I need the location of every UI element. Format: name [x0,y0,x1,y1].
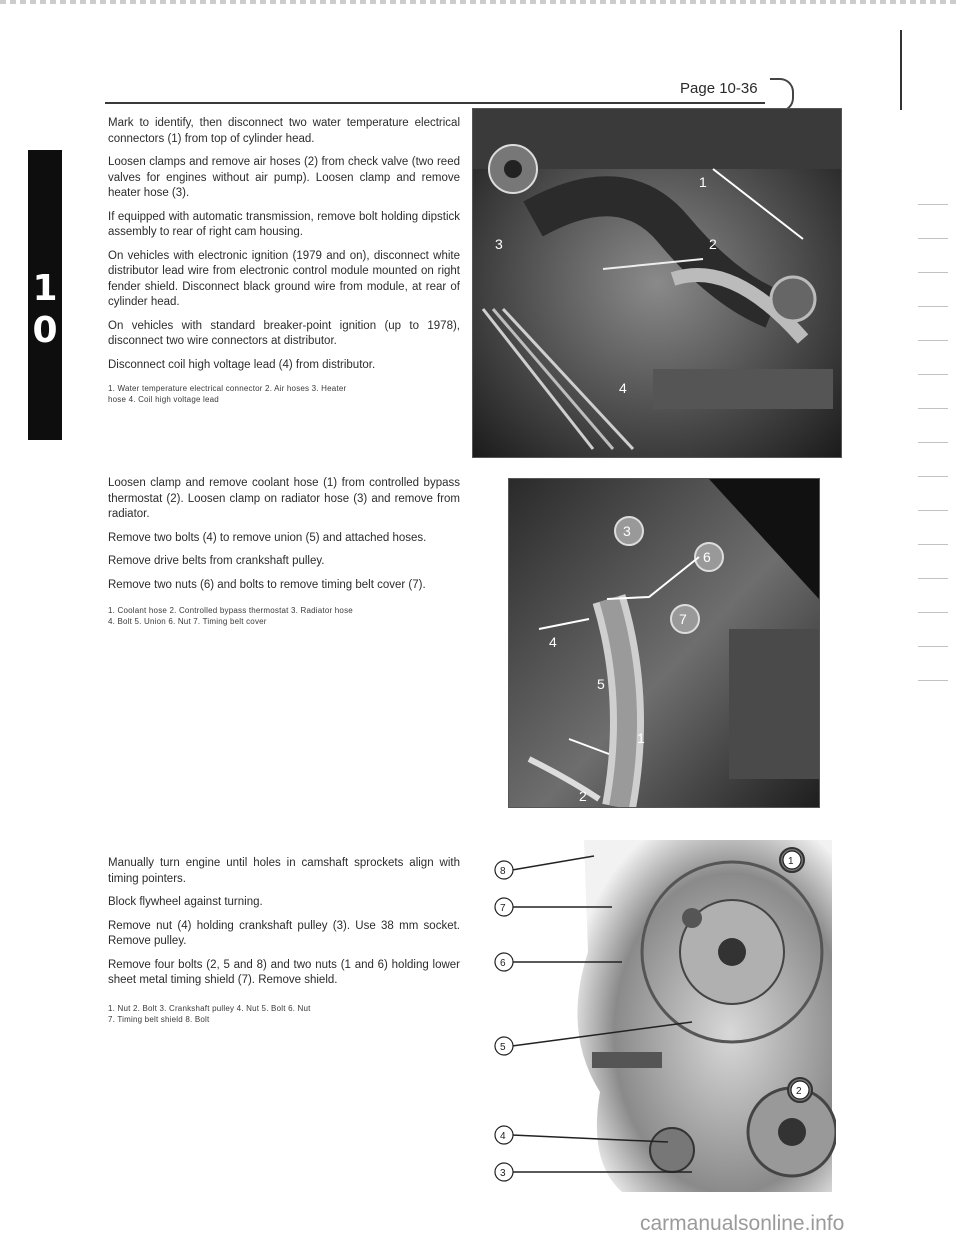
figure-callout: 3 [500,1168,506,1179]
paragraph: Block flywheel against turning. [108,896,263,908]
photo-callout: 7 [679,611,687,627]
paragraph: Remove nut (4) holding crankshaft pulley (3). Use 38 mm socket. Remove pulley. [108,919,460,947]
paragraph: Mark to identify, then disconnect two water temperature electrical connectors (1) from top of cylinder head. [108,117,460,145]
photo-callout: 3 [623,523,631,539]
figure-callout: 1 [788,856,794,867]
paragraph: If equipped with automatic transmission, remove bolt holding dipstick assembly to rear of right cam housing. [108,210,460,238]
paragraph: Remove two nuts (6) and bolts to remove timing belt cover (7). [108,578,426,591]
caption-line: hose 4. Coil high voltage lead [108,395,219,404]
photo-callout: 1 [699,174,707,190]
engine-photo-1 [472,108,842,458]
paragraph: Remove drive belts from crankshaft pulley. [108,555,325,567]
page-number: Page 10-36 [680,80,758,97]
photo-callout: 5 [597,676,605,692]
section-tab [28,150,62,440]
figure-callout: 5 [500,1042,506,1053]
scan-specks [918,190,948,710]
figure-callout: 8 [500,866,506,877]
photo-callout: 2 [709,236,717,252]
figure-callout: 2 [796,1086,802,1097]
figure-callout: 4 [500,1131,506,1142]
figure-2-caption [108,605,460,627]
section-tab-digit: 1 [32,268,58,309]
caption-line: 1. Nut 2. Bolt 3. Crankshaft pulley 4. Nut 5. Bolt 6. Nut [108,1003,311,1013]
paragraph: Remove four bolts (2, 5 and 8) and two nuts (1 and 6) holding lower sheet metal timing shield (7). Remove shield. [108,958,460,986]
caption-line: 1. Coolant hose 2. Controlled bypass thermostat 3. Radiator hose [108,606,353,615]
timing-shield-figure [492,832,836,1200]
header-rule [105,102,765,104]
paragraph: On vehicles with standard breaker-point ignition (up to 1978), disconnect two wire connectors at distributor. [108,319,460,347]
section-1-text [108,116,460,405]
scan-edge-artifact [0,0,960,4]
figure-callout: 6 [500,958,506,969]
engine-photo-2 [508,478,820,808]
section-3-text [108,856,460,1025]
paragraph: Loosen clamps and remove air hoses (2) from check valve (two reed valves for engines without air pump). Loosen clamp and remove heater hose (3). [108,156,460,199]
paragraph: Loosen clamp and remove coolant hose (1) from controlled bypass thermostat (2). Loosen clamp on radiator hose (3) and remove from radiator. [108,477,460,520]
watermark: carmanualsonline.info [640,1212,845,1235]
photo-callout: 4 [619,380,627,396]
caption-line: 7. Timing belt shield 8. Bolt [108,1014,210,1024]
paragraph: Manually turn engine until holes in camshaft sprockets align with timing pointers. [108,857,460,885]
photo-callout: 3 [495,236,503,252]
paragraph: Disconnect coil high voltage lead (4) from distributor. [108,358,376,371]
figure-1-caption [108,383,460,405]
photo-callout: 6 [703,549,711,565]
caption-line: 4. Bolt 5. Union 6. Nut 7. Timing belt cover [108,617,267,626]
photo-callout: 1 [637,730,645,746]
caption-line: 1. Water temperature electrical connector 2. Air hoses 3. Heater [108,384,347,393]
photo-callout: 4 [549,634,557,650]
figure-3-caption [108,1003,460,1025]
photo-callout: 2 [579,788,587,804]
figure-callout: 7 [500,903,506,914]
section-tab-digit: 0 [32,310,58,351]
page-corner-mark [770,78,794,112]
section-2-text [108,476,460,627]
paragraph: Remove two bolts (4) to remove union (5) and attached hoses. [108,531,427,544]
paragraph: On vehicles with electronic ignition (1979 and on), disconnect white distributor lead wire from electronic control module mounted on right fender shield. Disconnect black ground wire from module, at rear of cylinder head. [108,249,460,308]
binding-edge-line [900,30,902,110]
